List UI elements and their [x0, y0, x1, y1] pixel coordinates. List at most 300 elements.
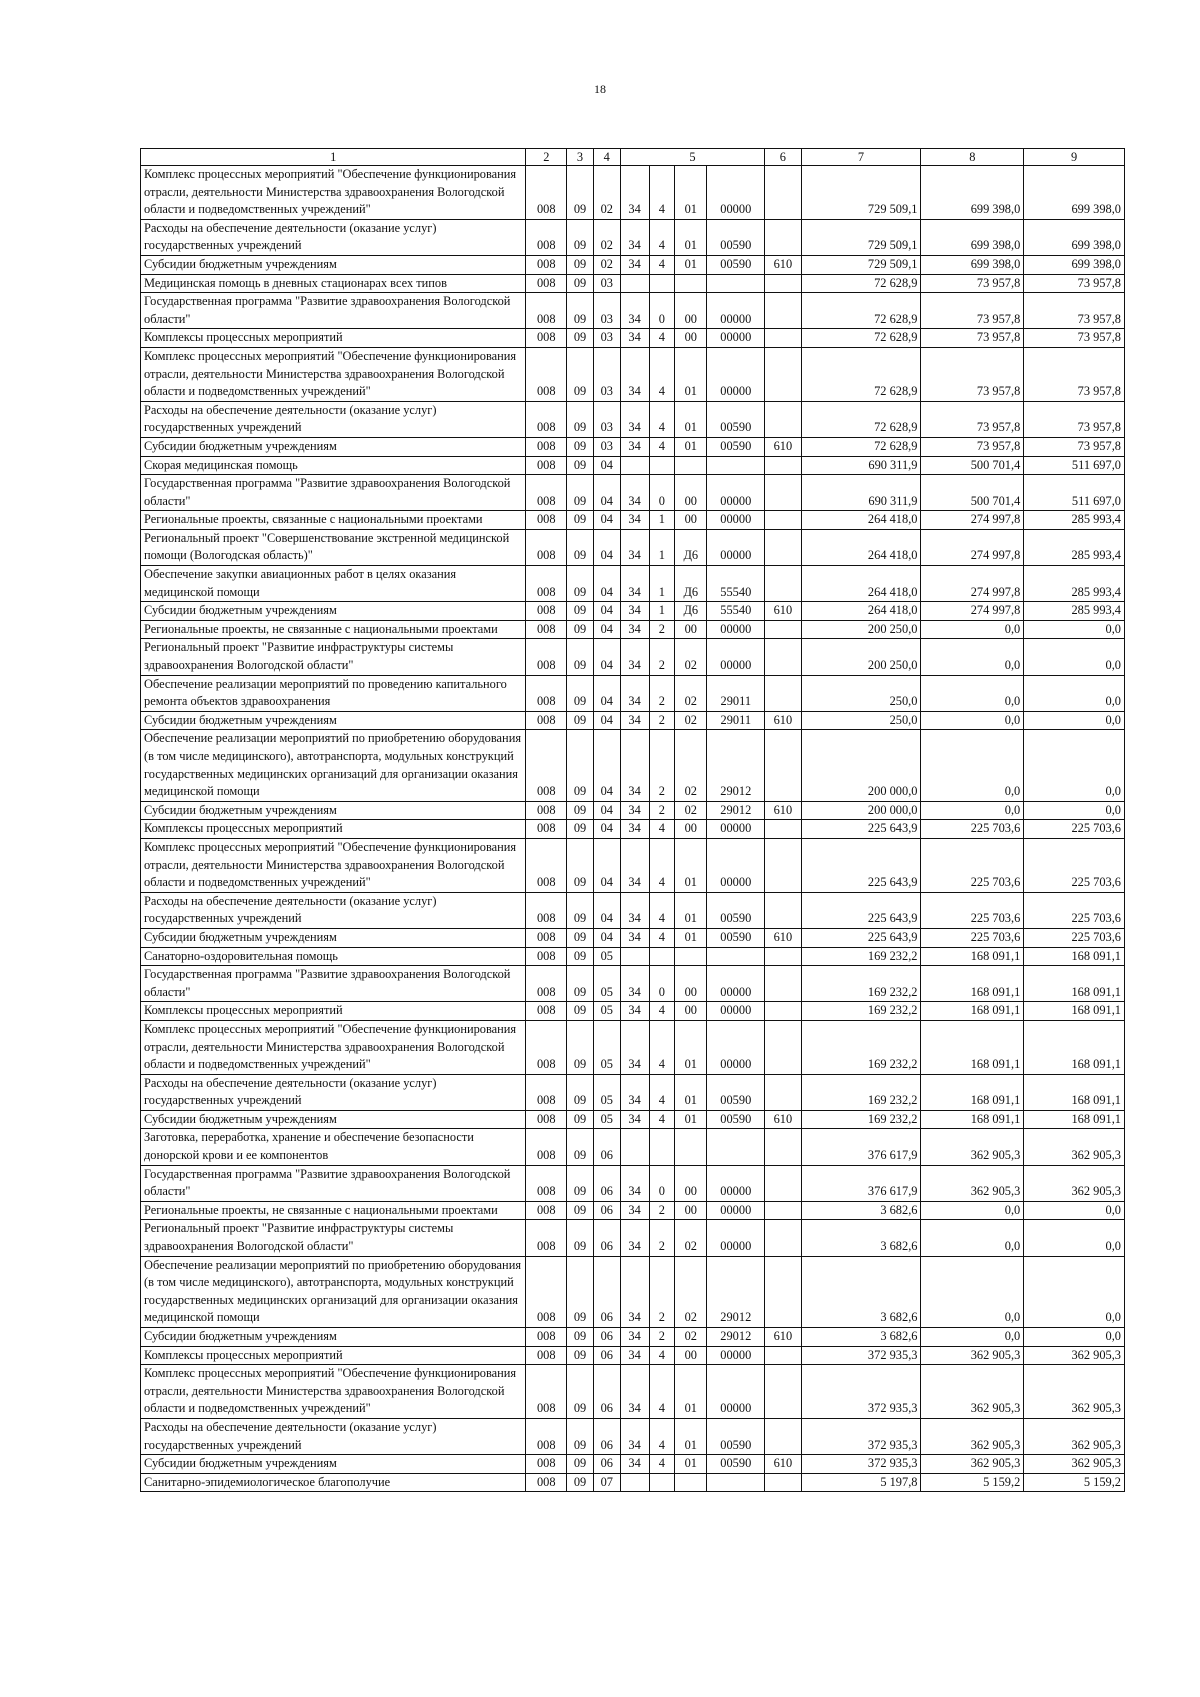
- program-code-cell: 34: [620, 966, 649, 1002]
- amount-year2-cell: 168 091,1: [921, 1074, 1024, 1110]
- program-code-cell: 34: [620, 219, 649, 255]
- amount-year3-cell: 0,0: [1024, 1220, 1125, 1256]
- amount-year2-cell: 0,0: [921, 675, 1024, 711]
- direction-code-cell: 4: [649, 1455, 675, 1474]
- amount-year2-cell: 699 398,0: [921, 166, 1024, 220]
- amount-year1-cell: 376 617,9: [801, 1165, 921, 1201]
- amount-year2-cell: 362 905,3: [921, 1365, 1024, 1419]
- chapter-code-cell: 008: [526, 329, 567, 348]
- amount-year3-cell: 168 091,1: [1024, 1110, 1125, 1129]
- chapter-code-cell: 008: [526, 529, 567, 565]
- description-cell: Медицинская помощь в дневных стационарах всех типов: [141, 274, 526, 293]
- table-row: [141, 892, 1125, 928]
- program-code-cell: 34: [620, 329, 649, 348]
- expense-type-cell: 610: [765, 437, 801, 456]
- expense-code-cell: 00000: [707, 347, 765, 401]
- event-code-cell: Д6: [675, 529, 707, 565]
- amount-year2-cell: 73 957,8: [921, 274, 1024, 293]
- amount-year3-cell: 0,0: [1024, 639, 1125, 675]
- amount-year2-cell: 362 905,3: [921, 1129, 1024, 1165]
- table-row: [141, 1455, 1125, 1474]
- amount-year3-cell: 5 159,2: [1024, 1473, 1125, 1492]
- amount-year2-cell: 0,0: [921, 1328, 1024, 1347]
- expense-code-cell: [707, 456, 765, 475]
- expense-code-cell: 00000: [707, 166, 765, 220]
- description-cell: Обеспечение реализации мероприятий по проведению капитального ремонта объектов здравоохранения: [141, 675, 526, 711]
- chapter-code-cell: 008: [526, 838, 567, 892]
- event-code-cell: 01: [675, 1455, 707, 1474]
- expense-code-cell: 55540: [707, 566, 765, 602]
- amount-year1-cell: 3 682,6: [801, 1328, 921, 1347]
- expense-type-cell: [765, 620, 801, 639]
- direction-code-cell: 2: [649, 730, 675, 801]
- direction-code-cell: 2: [649, 639, 675, 675]
- amount-year3-cell: 0,0: [1024, 675, 1125, 711]
- amount-year3-cell: 0,0: [1024, 730, 1125, 801]
- expense-code-cell: [707, 1473, 765, 1492]
- amount-year1-cell: 690 311,9: [801, 456, 921, 475]
- chapter-code-cell: 008: [526, 711, 567, 730]
- table-row: [141, 602, 1125, 621]
- description-cell: Комплекс процессных мероприятий "Обеспечение функционирования отрасли, деятельности Министерства здравоохранения Вологодской области и подведомственных учреждений": [141, 347, 526, 401]
- section-code-cell: 09: [567, 1165, 594, 1201]
- section-code-cell: 09: [567, 1473, 594, 1492]
- amount-year2-cell: 274 997,8: [921, 602, 1024, 621]
- amount-year3-cell: 73 957,8: [1024, 329, 1125, 348]
- section-code-cell: 09: [567, 437, 594, 456]
- program-code-cell: 34: [620, 511, 649, 530]
- chapter-code-cell: 008: [526, 1165, 567, 1201]
- program-code-cell: 34: [620, 602, 649, 621]
- expense-type-cell: [765, 730, 801, 801]
- table-row: [141, 966, 1125, 1002]
- amount-year3-cell: 511 697,0: [1024, 475, 1125, 511]
- subsection-code-cell: 04: [593, 730, 620, 801]
- expense-type-cell: [765, 1201, 801, 1220]
- expense-code-cell: 00000: [707, 620, 765, 639]
- subsection-code-cell: 04: [593, 711, 620, 730]
- subsection-code-cell: 06: [593, 1328, 620, 1347]
- amount-year3-cell: 0,0: [1024, 620, 1125, 639]
- event-code-cell: 00: [675, 620, 707, 639]
- direction-code-cell: 1: [649, 511, 675, 530]
- expense-code-cell: 29012: [707, 801, 765, 820]
- chapter-code-cell: 008: [526, 437, 567, 456]
- amount-year3-cell: 511 697,0: [1024, 456, 1125, 475]
- program-code-cell: [620, 274, 649, 293]
- subsection-code-cell: 06: [593, 1346, 620, 1365]
- amount-year3-cell: 285 993,4: [1024, 511, 1125, 530]
- event-code-cell: 02: [675, 1256, 707, 1327]
- table-row: [141, 1020, 1125, 1074]
- description-cell: Комплекс процессных мероприятий "Обеспечение функционирования отрасли, деятельности Министерства здравоохранения Вологодской области и подведомственных учреждений": [141, 1020, 526, 1074]
- table-row: [141, 475, 1125, 511]
- amount-year1-cell: 5 197,8: [801, 1473, 921, 1492]
- program-code-cell: 34: [620, 401, 649, 437]
- event-code-cell: [675, 1473, 707, 1492]
- event-code-cell: 01: [675, 401, 707, 437]
- amount-year2-cell: 274 997,8: [921, 529, 1024, 565]
- table-row: [141, 1256, 1125, 1327]
- description-cell: Субсидии бюджетным учреждениям: [141, 1455, 526, 1474]
- amount-year1-cell: 72 628,9: [801, 401, 921, 437]
- table-row: [141, 347, 1125, 401]
- event-code-cell: 00: [675, 1346, 707, 1365]
- amount-year1-cell: 225 643,9: [801, 820, 921, 839]
- amount-year2-cell: 274 997,8: [921, 511, 1024, 530]
- subsection-code-cell: 04: [593, 602, 620, 621]
- program-code-cell: 34: [620, 1418, 649, 1454]
- program-code-cell: 34: [620, 166, 649, 220]
- description-cell: Расходы на обеспечение деятельности (оказание услуг) государственных учреждений: [141, 1418, 526, 1454]
- section-code-cell: 09: [567, 166, 594, 220]
- expense-code-cell: 00590: [707, 892, 765, 928]
- expense-type-cell: [765, 219, 801, 255]
- expense-type-cell: [765, 1256, 801, 1327]
- amount-year1-cell: 264 418,0: [801, 566, 921, 602]
- expense-code-cell: 55540: [707, 602, 765, 621]
- amount-year3-cell: 0,0: [1024, 1328, 1125, 1347]
- chapter-code-cell: 008: [526, 966, 567, 1002]
- section-code-cell: 09: [567, 820, 594, 839]
- section-code-cell: 09: [567, 255, 594, 274]
- subsection-code-cell: 05: [593, 966, 620, 1002]
- amount-year3-cell: 699 398,0: [1024, 255, 1125, 274]
- amount-year2-cell: 225 703,6: [921, 892, 1024, 928]
- subsection-code-cell: 04: [593, 566, 620, 602]
- table-row: [141, 1328, 1125, 1347]
- subsection-code-cell: 04: [593, 928, 620, 947]
- program-code-cell: 34: [620, 437, 649, 456]
- amount-year1-cell: 690 311,9: [801, 475, 921, 511]
- amount-year2-cell: 225 703,6: [921, 820, 1024, 839]
- description-cell: Субсидии бюджетным учреждениям: [141, 437, 526, 456]
- program-code-cell: 34: [620, 1220, 649, 1256]
- section-code-cell: 09: [567, 1074, 594, 1110]
- amount-year3-cell: 168 091,1: [1024, 947, 1125, 966]
- amount-year3-cell: 0,0: [1024, 711, 1125, 730]
- event-code-cell: 01: [675, 255, 707, 274]
- expense-code-cell: 00000: [707, 820, 765, 839]
- section-code-cell: 09: [567, 566, 594, 602]
- program-code-cell: 34: [620, 475, 649, 511]
- chapter-code-cell: 008: [526, 820, 567, 839]
- event-code-cell: 02: [675, 801, 707, 820]
- expense-code-cell: 29012: [707, 1256, 765, 1327]
- section-code-cell: 09: [567, 730, 594, 801]
- chapter-code-cell: 008: [526, 1220, 567, 1256]
- subsection-code-cell: 06: [593, 1129, 620, 1165]
- amount-year2-cell: 73 957,8: [921, 293, 1024, 329]
- table-row: [141, 255, 1125, 274]
- amount-year2-cell: 0,0: [921, 801, 1024, 820]
- section-code-cell: 09: [567, 1455, 594, 1474]
- amount-year2-cell: 0,0: [921, 620, 1024, 639]
- amount-year1-cell: 372 935,3: [801, 1365, 921, 1419]
- program-code-cell: 34: [620, 675, 649, 711]
- expense-type-cell: [765, 1020, 801, 1074]
- amount-year2-cell: 500 701,4: [921, 456, 1024, 475]
- event-code-cell: 00: [675, 1165, 707, 1201]
- chapter-code-cell: 008: [526, 1020, 567, 1074]
- amount-year3-cell: 699 398,0: [1024, 166, 1125, 220]
- subsection-code-cell: 04: [593, 511, 620, 530]
- description-cell: Скорая медицинская помощь: [141, 456, 526, 475]
- expense-type-cell: 610: [765, 711, 801, 730]
- expense-type-cell: [765, 966, 801, 1002]
- direction-code-cell: 4: [649, 347, 675, 401]
- description-cell: Региональные проекты, не связанные с национальными проектами: [141, 620, 526, 639]
- table-row: [141, 1346, 1125, 1365]
- direction-code-cell: 4: [649, 1074, 675, 1110]
- amount-year3-cell: 168 091,1: [1024, 1002, 1125, 1021]
- subsection-code-cell: 04: [593, 892, 620, 928]
- subsection-code-cell: 06: [593, 1201, 620, 1220]
- table-row: [141, 1002, 1125, 1021]
- expense-type-cell: [765, 347, 801, 401]
- program-code-cell: 34: [620, 255, 649, 274]
- table-row: [141, 620, 1125, 639]
- section-code-cell: 09: [567, 639, 594, 675]
- amount-year2-cell: 225 703,6: [921, 928, 1024, 947]
- subsection-code-cell: 06: [593, 1455, 620, 1474]
- expense-code-cell: 00000: [707, 529, 765, 565]
- subsection-code-cell: 06: [593, 1256, 620, 1327]
- description-cell: Комплекс процессных мероприятий "Обеспечение функционирования отрасли, деятельности Министерства здравоохранения Вологодской области и подведомственных учреждений": [141, 1365, 526, 1419]
- description-cell: Субсидии бюджетным учреждениям: [141, 255, 526, 274]
- subsection-code-cell: 04: [593, 475, 620, 511]
- event-code-cell: 02: [675, 711, 707, 730]
- amount-year2-cell: 0,0: [921, 1256, 1024, 1327]
- chapter-code-cell: 008: [526, 401, 567, 437]
- chapter-code-cell: 008: [526, 347, 567, 401]
- expense-type-cell: 610: [765, 928, 801, 947]
- expense-code-cell: 00000: [707, 1365, 765, 1419]
- amount-year1-cell: 72 628,9: [801, 274, 921, 293]
- amount-year2-cell: 225 703,6: [921, 838, 1024, 892]
- expense-type-cell: [765, 639, 801, 675]
- amount-year1-cell: 200 000,0: [801, 801, 921, 820]
- direction-code-cell: 4: [649, 219, 675, 255]
- direction-code-cell: 4: [649, 928, 675, 947]
- table-row: [141, 947, 1125, 966]
- amount-year3-cell: 73 957,8: [1024, 401, 1125, 437]
- event-code-cell: 01: [675, 1418, 707, 1454]
- program-code-cell: 34: [620, 1002, 649, 1021]
- table-row: [141, 511, 1125, 530]
- amount-year2-cell: 362 905,3: [921, 1418, 1024, 1454]
- direction-code-cell: 4: [649, 1110, 675, 1129]
- amount-year1-cell: 72 628,9: [801, 347, 921, 401]
- section-code-cell: 09: [567, 966, 594, 1002]
- chapter-code-cell: 008: [526, 219, 567, 255]
- table-row: [141, 1365, 1125, 1419]
- amount-year2-cell: 168 091,1: [921, 966, 1024, 1002]
- direction-code-cell: 0: [649, 293, 675, 329]
- section-code-cell: 09: [567, 401, 594, 437]
- chapter-code-cell: 008: [526, 1365, 567, 1419]
- description-cell: Региональный проект "Развитие инфраструктуры системы здравоохранения Вологодской области": [141, 1220, 526, 1256]
- column-number: 3: [567, 149, 594, 166]
- description-cell: Государственная программа "Развитие здравоохранения Вологодской области": [141, 1165, 526, 1201]
- direction-code-cell: 2: [649, 1256, 675, 1327]
- program-code-cell: [620, 456, 649, 475]
- amount-year2-cell: 73 957,8: [921, 347, 1024, 401]
- expense-code-cell: 00000: [707, 1165, 765, 1201]
- program-code-cell: 34: [620, 620, 649, 639]
- chapter-code-cell: 008: [526, 620, 567, 639]
- description-cell: Региональный проект "Совершенствование экстренной медицинской помощи (Вологодская область)": [141, 529, 526, 565]
- table-row: [141, 711, 1125, 730]
- chapter-code-cell: 008: [526, 1346, 567, 1365]
- chapter-code-cell: 008: [526, 675, 567, 711]
- description-cell: Расходы на обеспечение деятельности (оказание услуг) государственных учреждений: [141, 892, 526, 928]
- direction-code-cell: [649, 274, 675, 293]
- program-code-cell: 34: [620, 529, 649, 565]
- direction-code-cell: 2: [649, 675, 675, 711]
- direction-code-cell: 2: [649, 711, 675, 730]
- event-code-cell: 01: [675, 892, 707, 928]
- amount-year1-cell: 72 628,9: [801, 329, 921, 348]
- chapter-code-cell: 008: [526, 1074, 567, 1110]
- section-code-cell: 09: [567, 1220, 594, 1256]
- section-code-cell: 09: [567, 347, 594, 401]
- expense-code-cell: 00000: [707, 511, 765, 530]
- expense-code-cell: 00590: [707, 1110, 765, 1129]
- subsection-code-cell: 04: [593, 620, 620, 639]
- program-code-cell: 34: [620, 1455, 649, 1474]
- amount-year2-cell: 73 957,8: [921, 329, 1024, 348]
- table-row: [141, 1418, 1125, 1454]
- table-row: [141, 566, 1125, 602]
- program-code-cell: 34: [620, 838, 649, 892]
- chapter-code-cell: 008: [526, 255, 567, 274]
- program-code-cell: 34: [620, 711, 649, 730]
- description-cell: Государственная программа "Развитие здравоохранения Вологодской области": [141, 475, 526, 511]
- expense-type-cell: [765, 456, 801, 475]
- amount-year3-cell: 285 993,4: [1024, 602, 1125, 621]
- amount-year2-cell: 0,0: [921, 730, 1024, 801]
- event-code-cell: [675, 456, 707, 475]
- program-code-cell: 34: [620, 293, 649, 329]
- event-code-cell: 02: [675, 730, 707, 801]
- description-cell: Обеспечение реализации мероприятий по приобретению оборудования (в том числе медицинского), автотранспорта, модульных конструкций государственных медицинских организаций для организации оказания медицинской помощи: [141, 1256, 526, 1327]
- description-cell: Санаторно-оздоровительная помощь: [141, 947, 526, 966]
- program-code-cell: 34: [620, 639, 649, 675]
- amount-year3-cell: 362 905,3: [1024, 1129, 1125, 1165]
- description-cell: Расходы на обеспечение деятельности (оказание услуг) государственных учреждений: [141, 1074, 526, 1110]
- expense-code-cell: 00590: [707, 255, 765, 274]
- amount-year1-cell: 200 000,0: [801, 730, 921, 801]
- expense-type-cell: [765, 1002, 801, 1021]
- expense-type-cell: 610: [765, 1455, 801, 1474]
- expense-type-cell: [765, 1129, 801, 1165]
- event-code-cell: [675, 1129, 707, 1165]
- chapter-code-cell: 008: [526, 1455, 567, 1474]
- program-code-cell: [620, 1473, 649, 1492]
- table-row: [141, 928, 1125, 947]
- amount-year1-cell: 169 232,2: [801, 947, 921, 966]
- amount-year1-cell: 729 509,1: [801, 219, 921, 255]
- event-code-cell: 01: [675, 928, 707, 947]
- expense-code-cell: 29011: [707, 675, 765, 711]
- section-code-cell: 09: [567, 456, 594, 475]
- expense-type-cell: [765, 675, 801, 711]
- section-code-cell: 09: [567, 1129, 594, 1165]
- event-code-cell: 00: [675, 966, 707, 1002]
- amount-year1-cell: 250,0: [801, 675, 921, 711]
- expense-code-cell: 00590: [707, 401, 765, 437]
- direction-code-cell: 4: [649, 838, 675, 892]
- program-code-cell: 34: [620, 1365, 649, 1419]
- amount-year2-cell: 5 159,2: [921, 1473, 1024, 1492]
- amount-year2-cell: 168 091,1: [921, 947, 1024, 966]
- amount-year3-cell: 362 905,3: [1024, 1346, 1125, 1365]
- direction-code-cell: [649, 456, 675, 475]
- expense-code-cell: 00000: [707, 1201, 765, 1220]
- section-code-cell: 09: [567, 293, 594, 329]
- expense-type-cell: [765, 401, 801, 437]
- section-code-cell: 09: [567, 1256, 594, 1327]
- column-number: 7: [801, 149, 921, 166]
- section-code-cell: 09: [567, 928, 594, 947]
- expense-code-cell: 00000: [707, 293, 765, 329]
- amount-year2-cell: 274 997,8: [921, 566, 1024, 602]
- description-cell: Расходы на обеспечение деятельности (оказание услуг) государственных учреждений: [141, 219, 526, 255]
- event-code-cell: [675, 947, 707, 966]
- program-code-cell: 34: [620, 347, 649, 401]
- subsection-code-cell: 07: [593, 1473, 620, 1492]
- direction-code-cell: 4: [649, 892, 675, 928]
- section-code-cell: 09: [567, 602, 594, 621]
- subsection-code-cell: 03: [593, 293, 620, 329]
- subsection-code-cell: 04: [593, 639, 620, 675]
- program-code-cell: 34: [620, 1328, 649, 1347]
- direction-code-cell: 0: [649, 1165, 675, 1201]
- event-code-cell: 00: [675, 820, 707, 839]
- direction-code-cell: 4: [649, 255, 675, 274]
- expense-code-cell: 00590: [707, 1418, 765, 1454]
- description-cell: Региональные проекты, связанные с национальными проектами: [141, 511, 526, 530]
- chapter-code-cell: 008: [526, 1418, 567, 1454]
- chapter-code-cell: 008: [526, 1328, 567, 1347]
- chapter-code-cell: 008: [526, 801, 567, 820]
- chapter-code-cell: 008: [526, 293, 567, 329]
- description-cell: Региональные проекты, не связанные с национальными проектами: [141, 1201, 526, 1220]
- section-code-cell: 09: [567, 529, 594, 565]
- expense-type-cell: [765, 892, 801, 928]
- subsection-code-cell: 04: [593, 820, 620, 839]
- table-row: [141, 529, 1125, 565]
- expense-type-cell: 610: [765, 1110, 801, 1129]
- amount-year3-cell: 362 905,3: [1024, 1418, 1125, 1454]
- event-code-cell: 01: [675, 1020, 707, 1074]
- event-code-cell: 01: [675, 437, 707, 456]
- amount-year2-cell: 0,0: [921, 1220, 1024, 1256]
- expense-type-cell: 610: [765, 801, 801, 820]
- amount-year1-cell: 729 509,1: [801, 166, 921, 220]
- event-code-cell: 00: [675, 475, 707, 511]
- subsection-code-cell: 06: [593, 1165, 620, 1201]
- program-code-cell: 34: [620, 566, 649, 602]
- amount-year1-cell: 225 643,9: [801, 838, 921, 892]
- table-row: [141, 801, 1125, 820]
- table-row: [141, 675, 1125, 711]
- subsection-code-cell: 02: [593, 166, 620, 220]
- amount-year3-cell: 225 703,6: [1024, 892, 1125, 928]
- table-row: [141, 1129, 1125, 1165]
- column-number: 4: [593, 149, 620, 166]
